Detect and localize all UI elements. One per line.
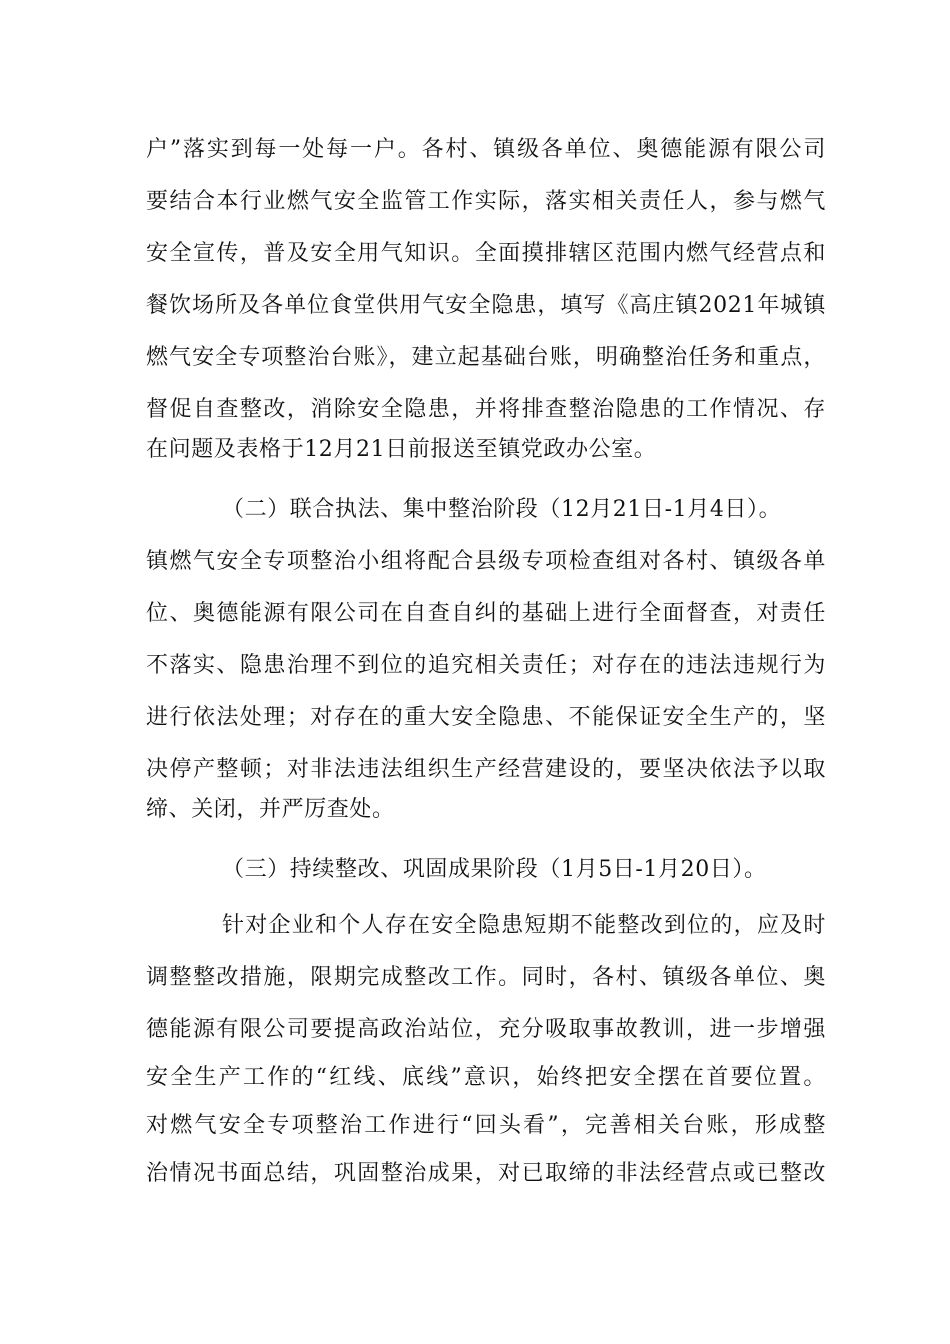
body-text-line: 对燃气安全专项整治工作进行“回头看”，完善相关台账，形成整 — [146, 1113, 826, 1138]
body-text-line: 进行依法处理；对存在的重大安全隐患、不能保证安全生产的，坚 — [146, 705, 826, 730]
body-text-line: 调整整改措施，限期完成整改工作。同时，各村、镇级各单位、奥 — [146, 965, 826, 990]
body-text-line: 督促自查整改，消除安全隐患，并将排查整治隐患的工作情况、存 — [146, 397, 826, 422]
body-text-line: 餐饮场所及各单位食堂供用气安全隐患，填写《高庄镇2021年城镇 — [146, 293, 826, 318]
section-heading-2: （二）联合执法、集中整治阶段（12月21日-1月4日）。 — [222, 497, 782, 522]
body-text-line: 户”落实到每一处每一户。各村、镇级各单位、奥德能源有限公司 — [146, 137, 826, 162]
body-text-line: 不落实、隐患治理不到位的追究相关责任；对存在的违法违规行为 — [146, 653, 826, 678]
body-text-line: 治情况书面总结，巩固整治成果，对已取缔的非法经营点或已整改 — [146, 1161, 826, 1186]
body-text-line: 要结合本行业燃气安全监管工作实际，落实相关责任人，参与燃气 — [146, 189, 826, 214]
body-text-line: 位、奥德能源有限公司在自查自纠的基础上进行全面督查，对责任 — [146, 601, 826, 626]
body-text-line: 德能源有限公司要提高政治站位，充分吸取事故教训，进一步增强 — [146, 1017, 826, 1042]
body-text-line: 在问题及表格于12月21日前报送至镇党政办公室。 — [146, 437, 657, 462]
body-text-line: 安全宣传，普及安全用气知识。全面摸排辖区范围内燃气经营点和 — [146, 241, 826, 266]
body-text-line: 镇燃气安全专项整治小组将配合县级专项检查组对各村、镇级各单 — [146, 549, 826, 574]
section-heading-3: （三）持续整改、巩固成果阶段（1月5日-1月20日）。 — [222, 857, 767, 882]
body-text-line: 安全生产工作的“红线、底线”意识，始终把安全摆在首要位置。 — [146, 1065, 826, 1090]
body-text-line: 燃气安全专项整治台账》，建立起基础台账，明确整治任务和重点， — [146, 345, 826, 370]
body-text-line: 针对企业和个人存在安全隐患短期不能整改到位的，应及时 — [222, 913, 826, 938]
body-text-line: 决停产整顿；对非法违法组织生产经营建设的，要坚决依法予以取 — [146, 757, 826, 782]
body-text-line: 缔、关闭，并严厉查处。 — [146, 797, 395, 822]
